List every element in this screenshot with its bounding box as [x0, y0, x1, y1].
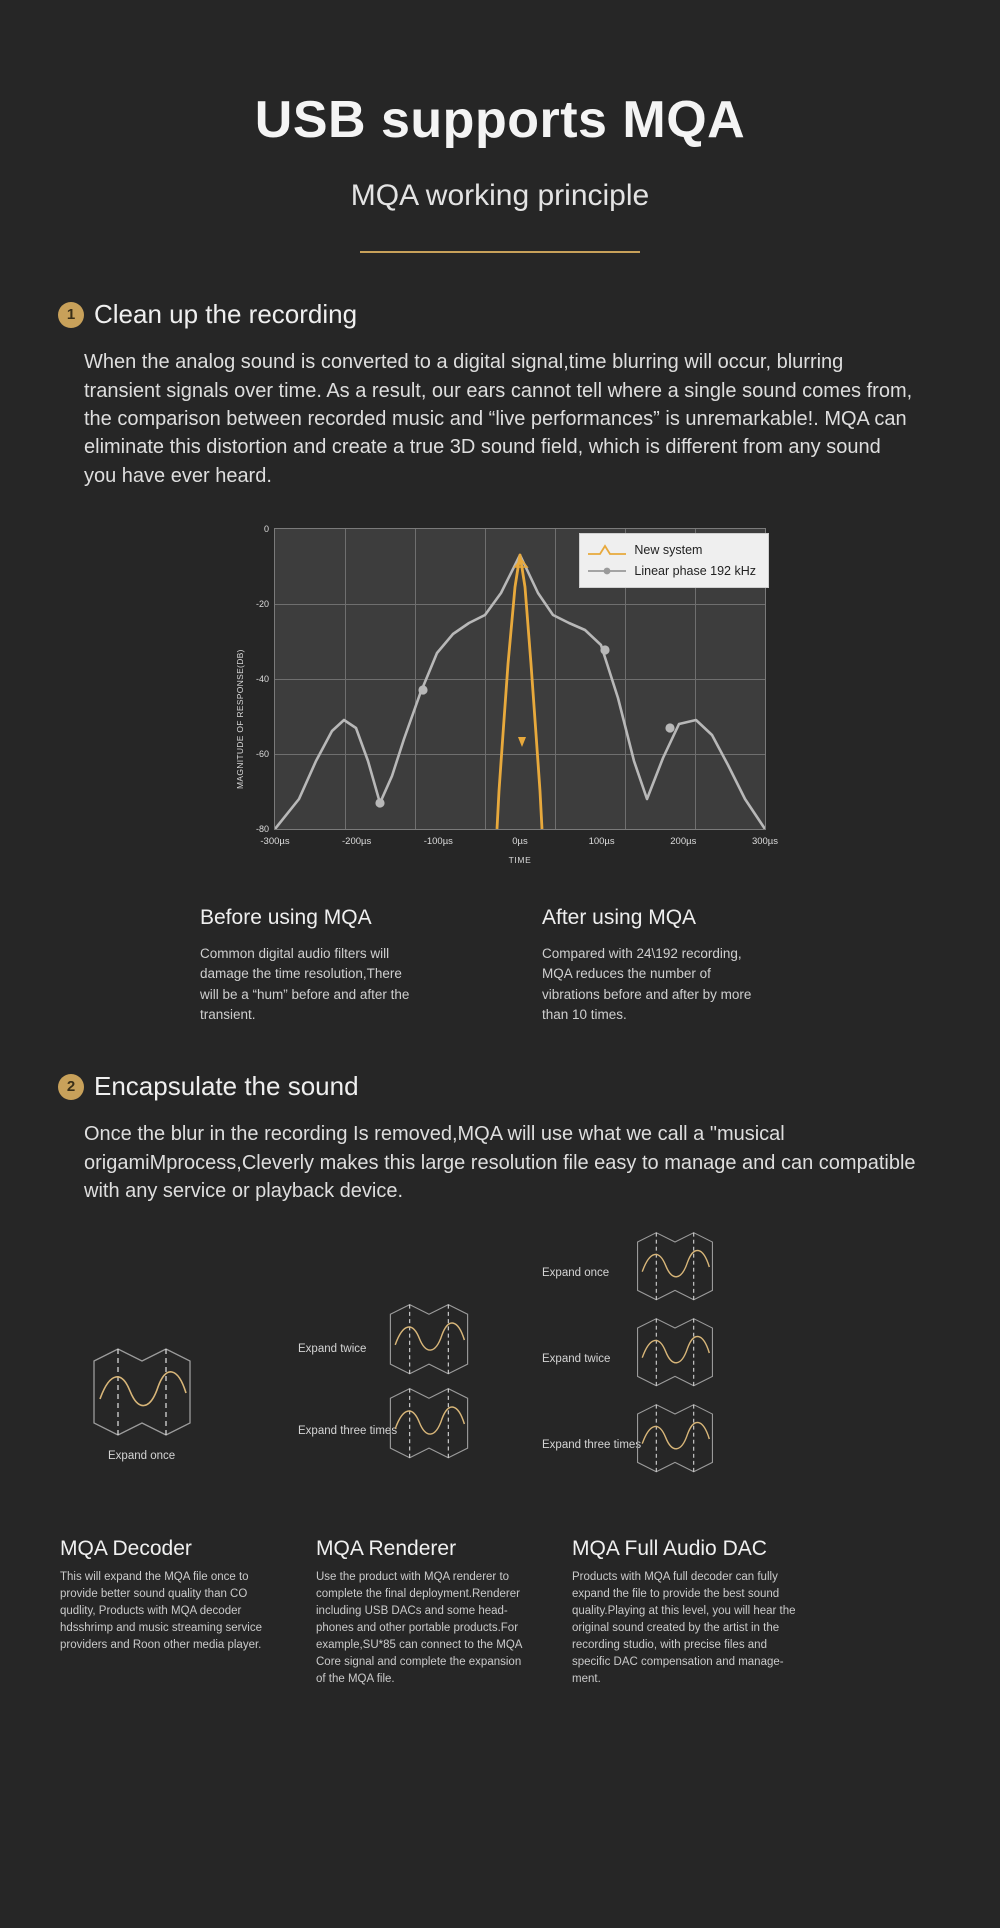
card-mqa-renderer [316, 1537, 526, 1688]
title-divider [360, 251, 640, 253]
section-2-title: Encapsulate the sound [94, 1071, 359, 1102]
chart-y-tick: -40 [255, 674, 269, 685]
series-marker [600, 646, 609, 655]
origami-fold-decoder [92, 1347, 192, 1439]
before-mqa-heading: Before using MQA [200, 906, 372, 930]
origami-fold-dac-3 [636, 1403, 714, 1475]
chart-x-tick: 0µs [512, 836, 528, 848]
chart-plot-area [235, 524, 779, 866]
card-mqa-decoder [60, 1537, 270, 1688]
series-linear-phase-192khz [275, 555, 765, 829]
chart-x-tick: -200µs [342, 836, 372, 848]
legend-item-linear-phase [588, 564, 756, 578]
after-mqa-heading: After using MQA [542, 906, 697, 930]
impulse-response-chart [220, 520, 780, 880]
chart-legend [579, 533, 769, 588]
card-mqa-renderer-heading: MQA Renderer [316, 1537, 457, 1561]
chart-x-tick: -300µs [260, 836, 290, 848]
section-2-header [58, 1071, 1000, 1102]
chart-y-tick: 0 [263, 524, 269, 535]
origami-caption-expand-three-times-3: Expand three times [542, 1439, 642, 1452]
chart-x-tick: 100µs [588, 836, 615, 848]
card-mqa-decoder-heading: MQA Decoder [60, 1537, 192, 1561]
origami-caption-expand-three-times-2: Expand three times [298, 1425, 398, 1438]
page-subtitle: MQA working principle [350, 179, 650, 213]
card-mqa-full-audio-dac-heading: MQA Full Audio DAC [572, 1537, 767, 1561]
section-1-header [58, 299, 1000, 330]
section-encapsulate-sound [0, 1071, 1000, 1688]
origami-caption-expand-once-1: Expand once [108, 1450, 176, 1463]
origami-caption-expand-twice-3: Expand twice [542, 1353, 611, 1366]
chart-y-tick: -20 [255, 599, 269, 610]
chart-y-axis-label: MAGNITUDE OF RESPONSE(DB) [235, 649, 245, 790]
chart-x-tick: 300µs [751, 836, 779, 848]
section-1-badge: 1 [58, 302, 84, 328]
section-2-paragraph: Once the blur in the recording Is removed,MQA will use what we call a "musical origamiMprocess,Cleverly makes this large resolution file easy to manage and can compatible with any service or playback device. [84, 1123, 916, 1202]
card-mqa-full-audio-dac-text: Products with MQA full decoder can fully expand the file to provide the best sound quality.Playing at this level, you will hear the original sound created by the artist in the recording studio, with precise files and specific DAC compensation and manage-ment. [572, 1571, 796, 1686]
before-mqa-column [200, 906, 420, 1025]
legend-label-new-system: New system [634, 543, 703, 558]
after-mqa-column [542, 906, 762, 1025]
origami-caption-expand-twice-2: Expand twice [298, 1343, 367, 1356]
section-1-paragraph: When the analog sound is converted to a digital signal,time blurring will occur, blurring transient signals over time. As a result, our ears cannot tell where a single sound comes from, the comparison between recorded music and “live performances” is unremarkable!. MQA can eliminate this distortion and create a true 3D sound field, which is different from any sound you have ever heard. [84, 351, 913, 487]
page-title: USB supports MQA [254, 91, 746, 149]
section-2-badge: 2 [58, 1074, 84, 1100]
origami-fold-renderer-bottom [388, 1387, 470, 1461]
series-new-system [497, 555, 542, 829]
chart-x-axis-label: TIME [508, 855, 532, 866]
series-marker [665, 724, 674, 733]
after-mqa-text: Compared with 24\192 recording, MQA reduces the number of vibrations before and after by more than 10 times. [542, 946, 752, 1022]
legend-label-linear-phase: Linear phase 192 kHz [634, 564, 756, 579]
before-after-block [200, 906, 1000, 1025]
legend-item-new-system [588, 543, 756, 557]
section-1-title: Clean up the recording [94, 299, 358, 330]
origami-fold-renderer-top [388, 1303, 470, 1377]
legend-swatch-new-system [588, 544, 626, 556]
before-mqa-text: Common digital audio filters will damage the time resolution,There will be a “hum” before and after the transient. [200, 946, 410, 1022]
origami-caption-expand-once-3: Expand once [542, 1267, 610, 1280]
origami-fold-dac-2 [636, 1317, 714, 1389]
series-marker [418, 686, 427, 695]
legend-swatch-linear-phase [588, 565, 626, 577]
card-mqa-full-audio-dac [572, 1537, 802, 1688]
card-mqa-renderer-text: Use the product with MQA renderer to complete the final deployment.Renderer including USB DACs and some head-phones and other portable products.For example,SU*85 can connect to the MQA Core signal and complete the expansion of the MQA file. [316, 1571, 522, 1686]
origami-illustrations [0, 1235, 1000, 1515]
chart-x-tick: -100µs [423, 836, 453, 848]
series-marker-arrow [518, 737, 526, 747]
series-marker [375, 799, 384, 808]
chart-x-tick: 200µs [670, 836, 697, 848]
chart-y-tick: -60 [255, 749, 269, 760]
product-cards [0, 1537, 1000, 1688]
chart-y-tick: -80 [255, 824, 269, 835]
card-mqa-decoder-text: This will expand the MQA file once to provide better sound quality than CO qudlity, Products with MQA decoder hdsshrimp and music streaming service providers and Roon other media player. [60, 1571, 262, 1652]
origami-fold-dac-1 [636, 1231, 714, 1303]
section-clean-up-recording [0, 299, 1000, 1025]
